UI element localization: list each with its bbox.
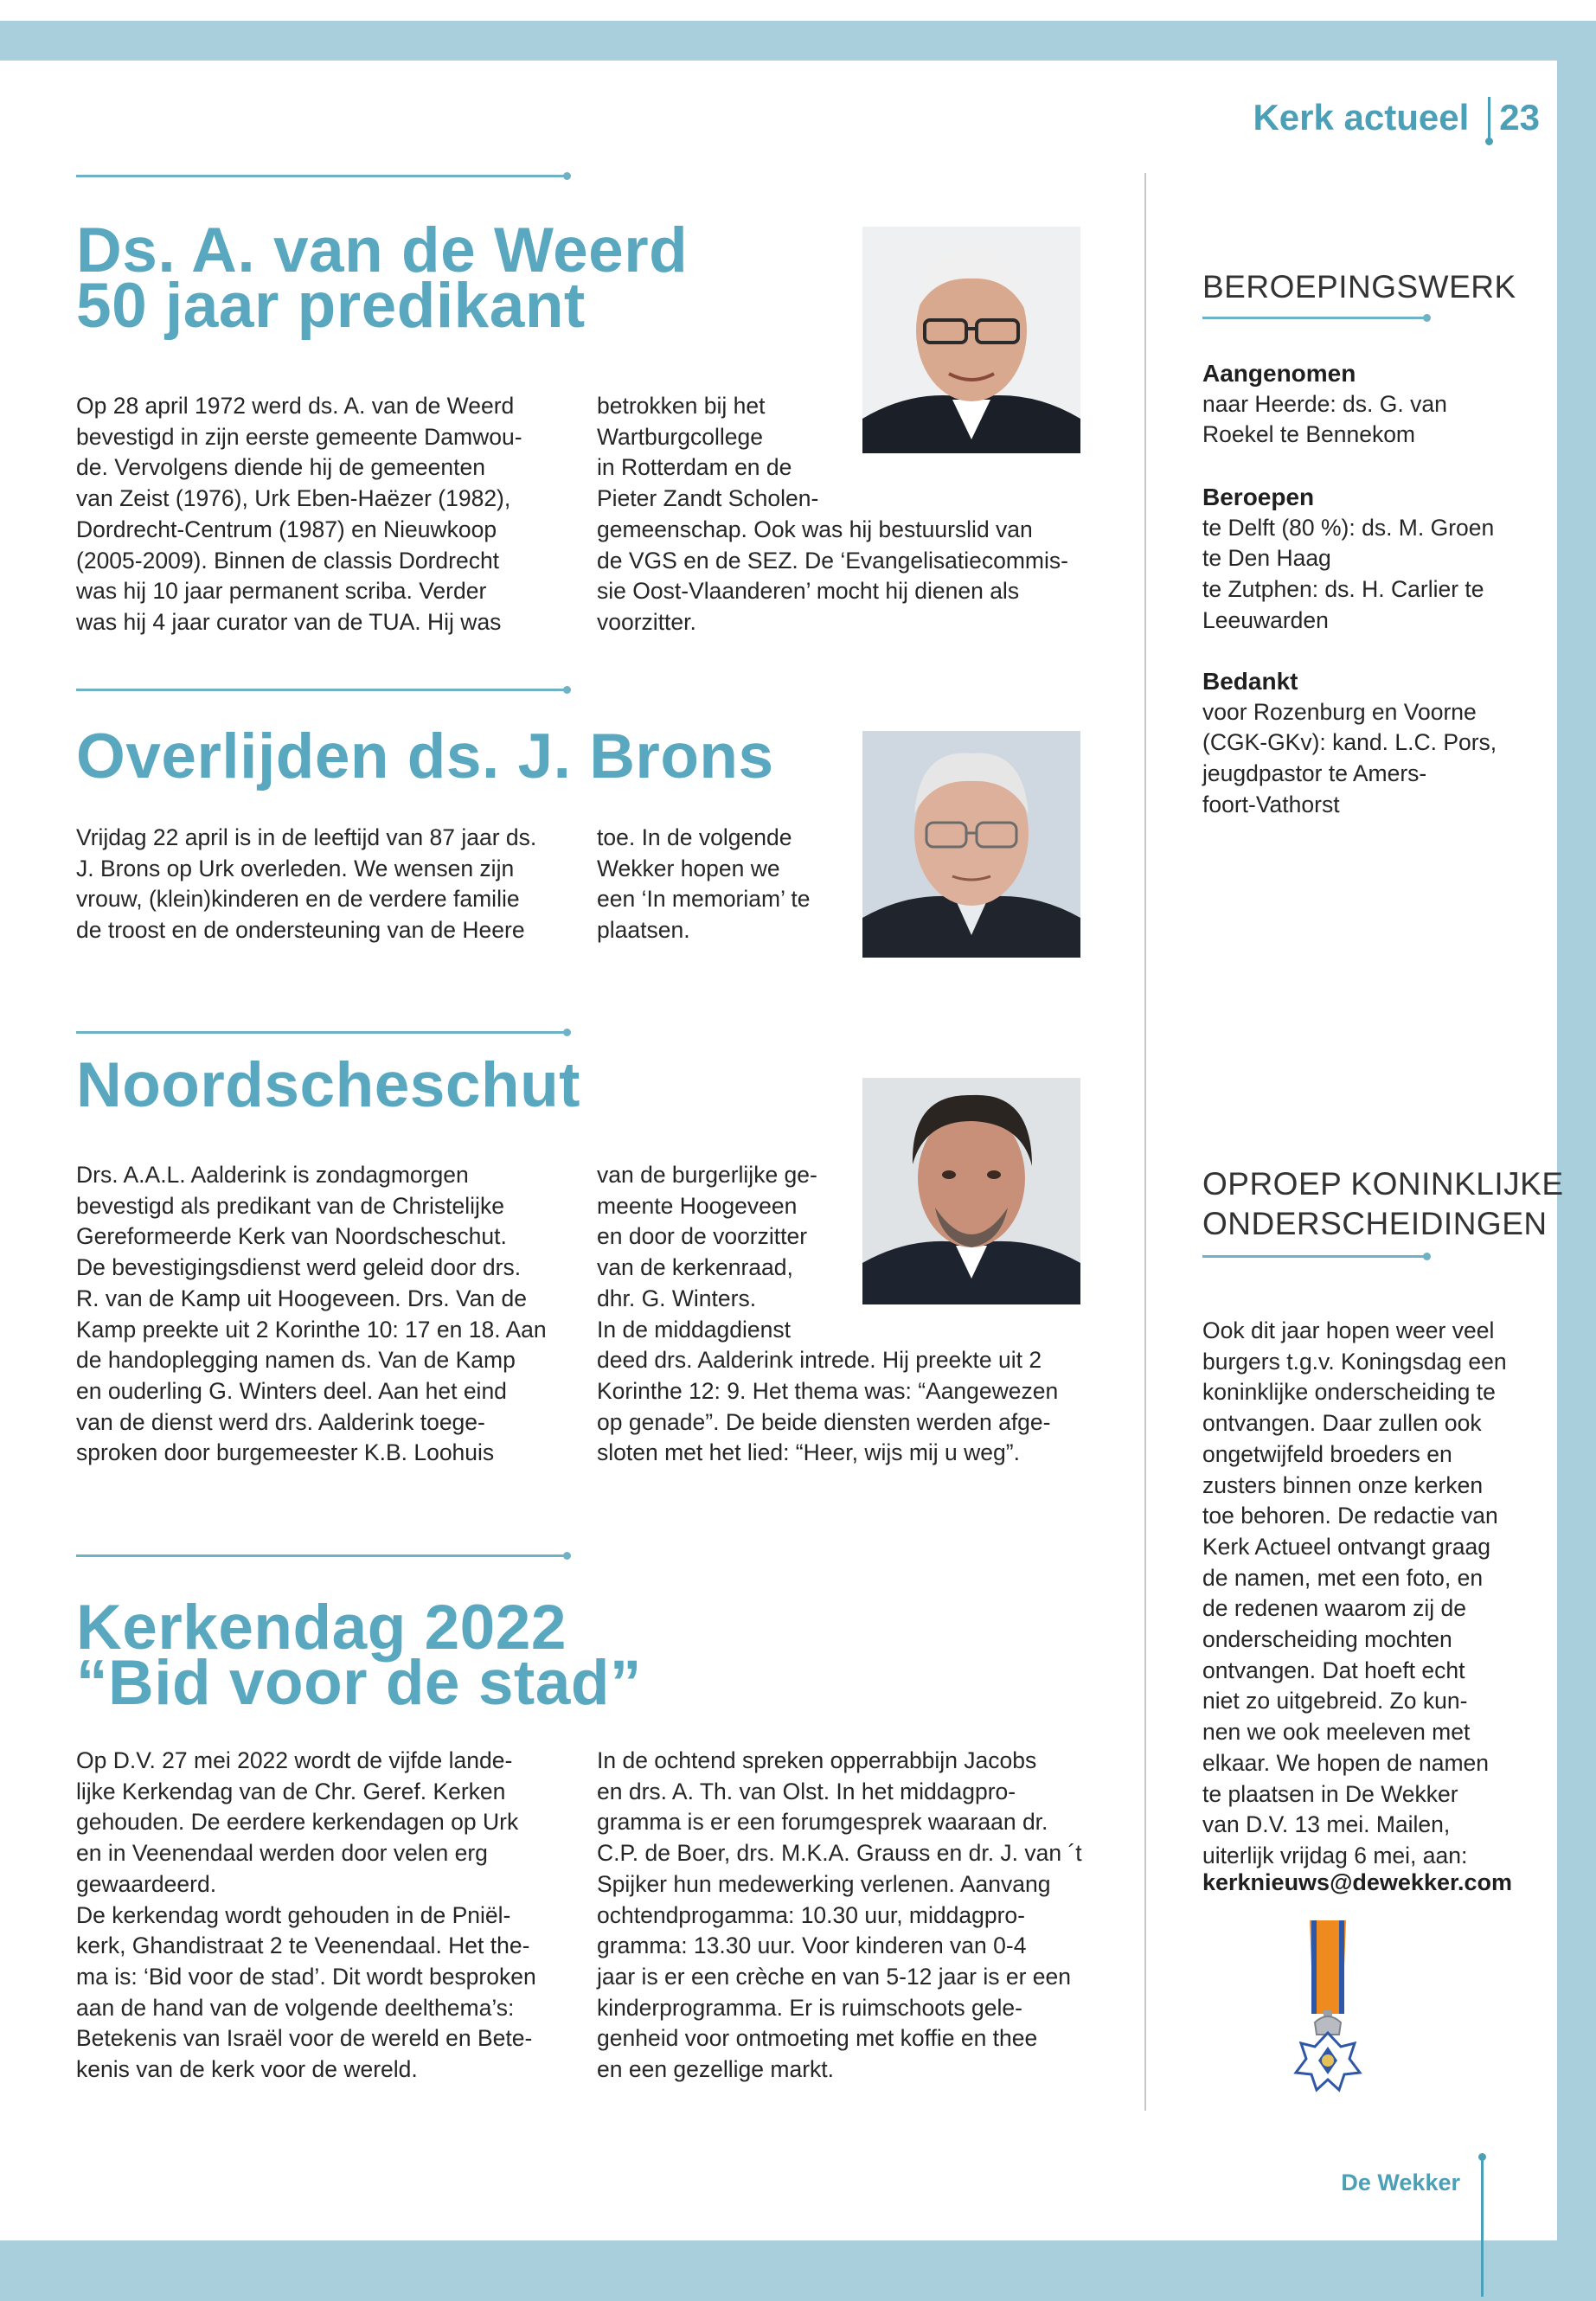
article-text-right: In de ochtend spreken opperrabbijn Jacobs en drs. A. Th. van Olst. In het middagpro- gramma is er een forumgesprek waaraan dr. C.P. de Boer, drs. M.K.A. Grauss en dr. J. van ´t Spijker hun medewerking verlenen. Aanvang ochtendprogamma: 10.30 uur, middagpro- gramma: 13.30 uur. Voor kinderen van 0-4 jaar is er een crèche en van 5-12 jaar is er een kinderprogramma. Er is ruimschoots gele- genheid voor ontmoeting met koffie en thee en een gezellige markt. [597, 1747, 1082, 2083]
page-number: 23 [1499, 97, 1540, 138]
sidebar-rule [1202, 317, 1427, 319]
article-title: Ds. A. van de Weerd 50 jaar predikant [76, 215, 689, 341]
article-rule [76, 175, 567, 177]
section-text: te Delft (80 %): ds. M. Groen te Den Haag te Zutphen: ds. H. Carlier te Leeuwarden [1202, 514, 1495, 633]
section-text: voor Rozenburg en Voorne (CGK-GKv): kand. L.C. Pors, jeugdpastor te Amers- foort-Vathorst [1202, 698, 1497, 817]
section-title: Kerk actueel [1253, 97, 1470, 138]
sidebar-title-oproep: OPROEP KONINKLIJKE ONDERSCHEIDINGEN [1202, 1166, 1564, 1241]
royal-medal-icon [1289, 1920, 1367, 2111]
article-rule [76, 1554, 567, 1557]
oproep-email-link[interactable]: kerknieuws@dewekker.com [1202, 1869, 1513, 1895]
footer-publication: De Wekker [1341, 2170, 1460, 2195]
article-text-right: toe. In de volgende Wekker hopen we een ‘In memoriam’ te plaatsen. [597, 824, 811, 944]
section-label: Beroepen [1202, 484, 1315, 510]
article-title: Noordscheschut [76, 1050, 580, 1120]
article-title: Kerkendag 2022 “Bid voor de stad” [76, 1593, 642, 1718]
column-divider [1144, 173, 1146, 2111]
section-label: Bedankt [1202, 668, 1298, 695]
article-rule [76, 689, 567, 691]
sidebar-rule [1202, 1255, 1427, 1258]
header-divider [1488, 97, 1490, 138]
article-text-right: van de burgerlijke ge- meente Hoogeveen en door de voorzitter van de kerkenraad, dhr. G. Winters. In de middagdienst deed drs. Aalderink intrede. Hij preekte uit 2 Korinthe 12: 9. Het thema was: “Aangewezen op genade”. De beide diensten werden afge- sloten met het lied: “Heer, wijs mij u weg”. [597, 1162, 1059, 1466]
section-text: naar Heerde: ds. G. van Roekel te Bennekom [1202, 390, 1447, 448]
article-title: Overlijden ds. J. Brons [76, 721, 774, 792]
article-text-left: Op D.V. 27 mei 2022 wordt de vijfde lande- lijke Kerkendag van de Chr. Geref. Kerken gehouden. De eerdere kerkendagen op Urk en in Veenendaal werden door velen erg gewaardeerd. De kerkendag wordt gehouden in de Pniël- kerk, Ghandistraat 2 te Veenendaal. Het the- ma is: ‘Bid voor de stad’. Dit wordt besproken aan de hand van de volgende deelthema’s: Betekenis van Israël voor de wereld en Bete- kenis van de kerk voor de wereld. [76, 1747, 536, 2083]
beroepingswerk-aangenomen [1202, 358, 1531, 451]
article-text-left: Vrijdag 22 april is in de leeftijd van 87 jaar ds. J. Brons op Urk overleden. We wensen zijn vrouw, (klein)kinderen en de verdere familie de troost en de ondersteuning van de Heere [76, 824, 537, 944]
article-rule [76, 1031, 567, 1034]
sidebar-title-beroepingswerk: BEROEPINGSWERK [1202, 269, 1516, 304]
page-top-strip [0, 0, 1596, 21]
article-text-left: Op 28 april 1972 werd ds. A. van de Weerd bevestigd in zijn eerste gemeente Damwou- de. Vervolgens diende hij de gemeenten van Zeist (1976), Urk Eben-Haëzer (1982), Dordrecht-Centrum (1987) en Nieuwkoop (2005-2009). Binnen de classis Dordrecht was hij 10 jaar permanent scriba. Verder was hij 4 jaar curator van de TUA. Hij was [76, 393, 522, 635]
oproep-text: Ook dit jaar hopen weer veel burgers t.g.v. Koningsdag een koninklijke onderscheiding te ontvangen. Daar zullen ook ongetwijfeld broeders en zusters binnen onze kerken toe behoren. De redactie van Kerk Actueel ontvangt graag de namen, met een foto, en de redenen waarom zij de onderscheiding mochten ontvangen. Dat hoeft echt niet zo uitgebreid. Zo kun- nen we ook meeleven met elkaar. We hopen de namen te plaatsen in De Wekker van D.V. 13 mei. Mailen, uiterlijk vrijdag 6 mei, aan: [1202, 1317, 1507, 1868]
footer-divider [1481, 2158, 1484, 2297]
page-header [1253, 97, 1540, 138]
article-text-right: betrokken bij het Wartburgcollege in Rotterdam en de Pieter Zandt Scholen- gemeenschap. Ook was hij bestuurslid van de VGS en de SEZ. De ‘Evangelisatiecommis- sie Oost-Vlaanderen’ mocht hij dienen als voorzitter. [597, 393, 1068, 635]
beroepingswerk-beroepen [1202, 482, 1531, 637]
article-text-left: Drs. A.A.L. Aalderink is zondagmorgen bevestigd als predikant van de Christelijke Gereformeerde Kerk van Noordscheschut. De bevestigingsdienst werd geleid door drs. R. van de Kamp uit Hoogeveen. Drs. Van de Kamp preekte uit 2 Korinthe 10: 17 en 18. Aan de handoplegging namen ds. Van de Kamp en ouderling G. Winters deel. Aan het eind van de dienst werd drs. Aalderink toege- sproken door burgemeester K.B. Loohuis [76, 1162, 547, 1466]
section-label: Aangenomen [1202, 360, 1356, 387]
beroepingswerk-bedankt [1202, 666, 1531, 821]
